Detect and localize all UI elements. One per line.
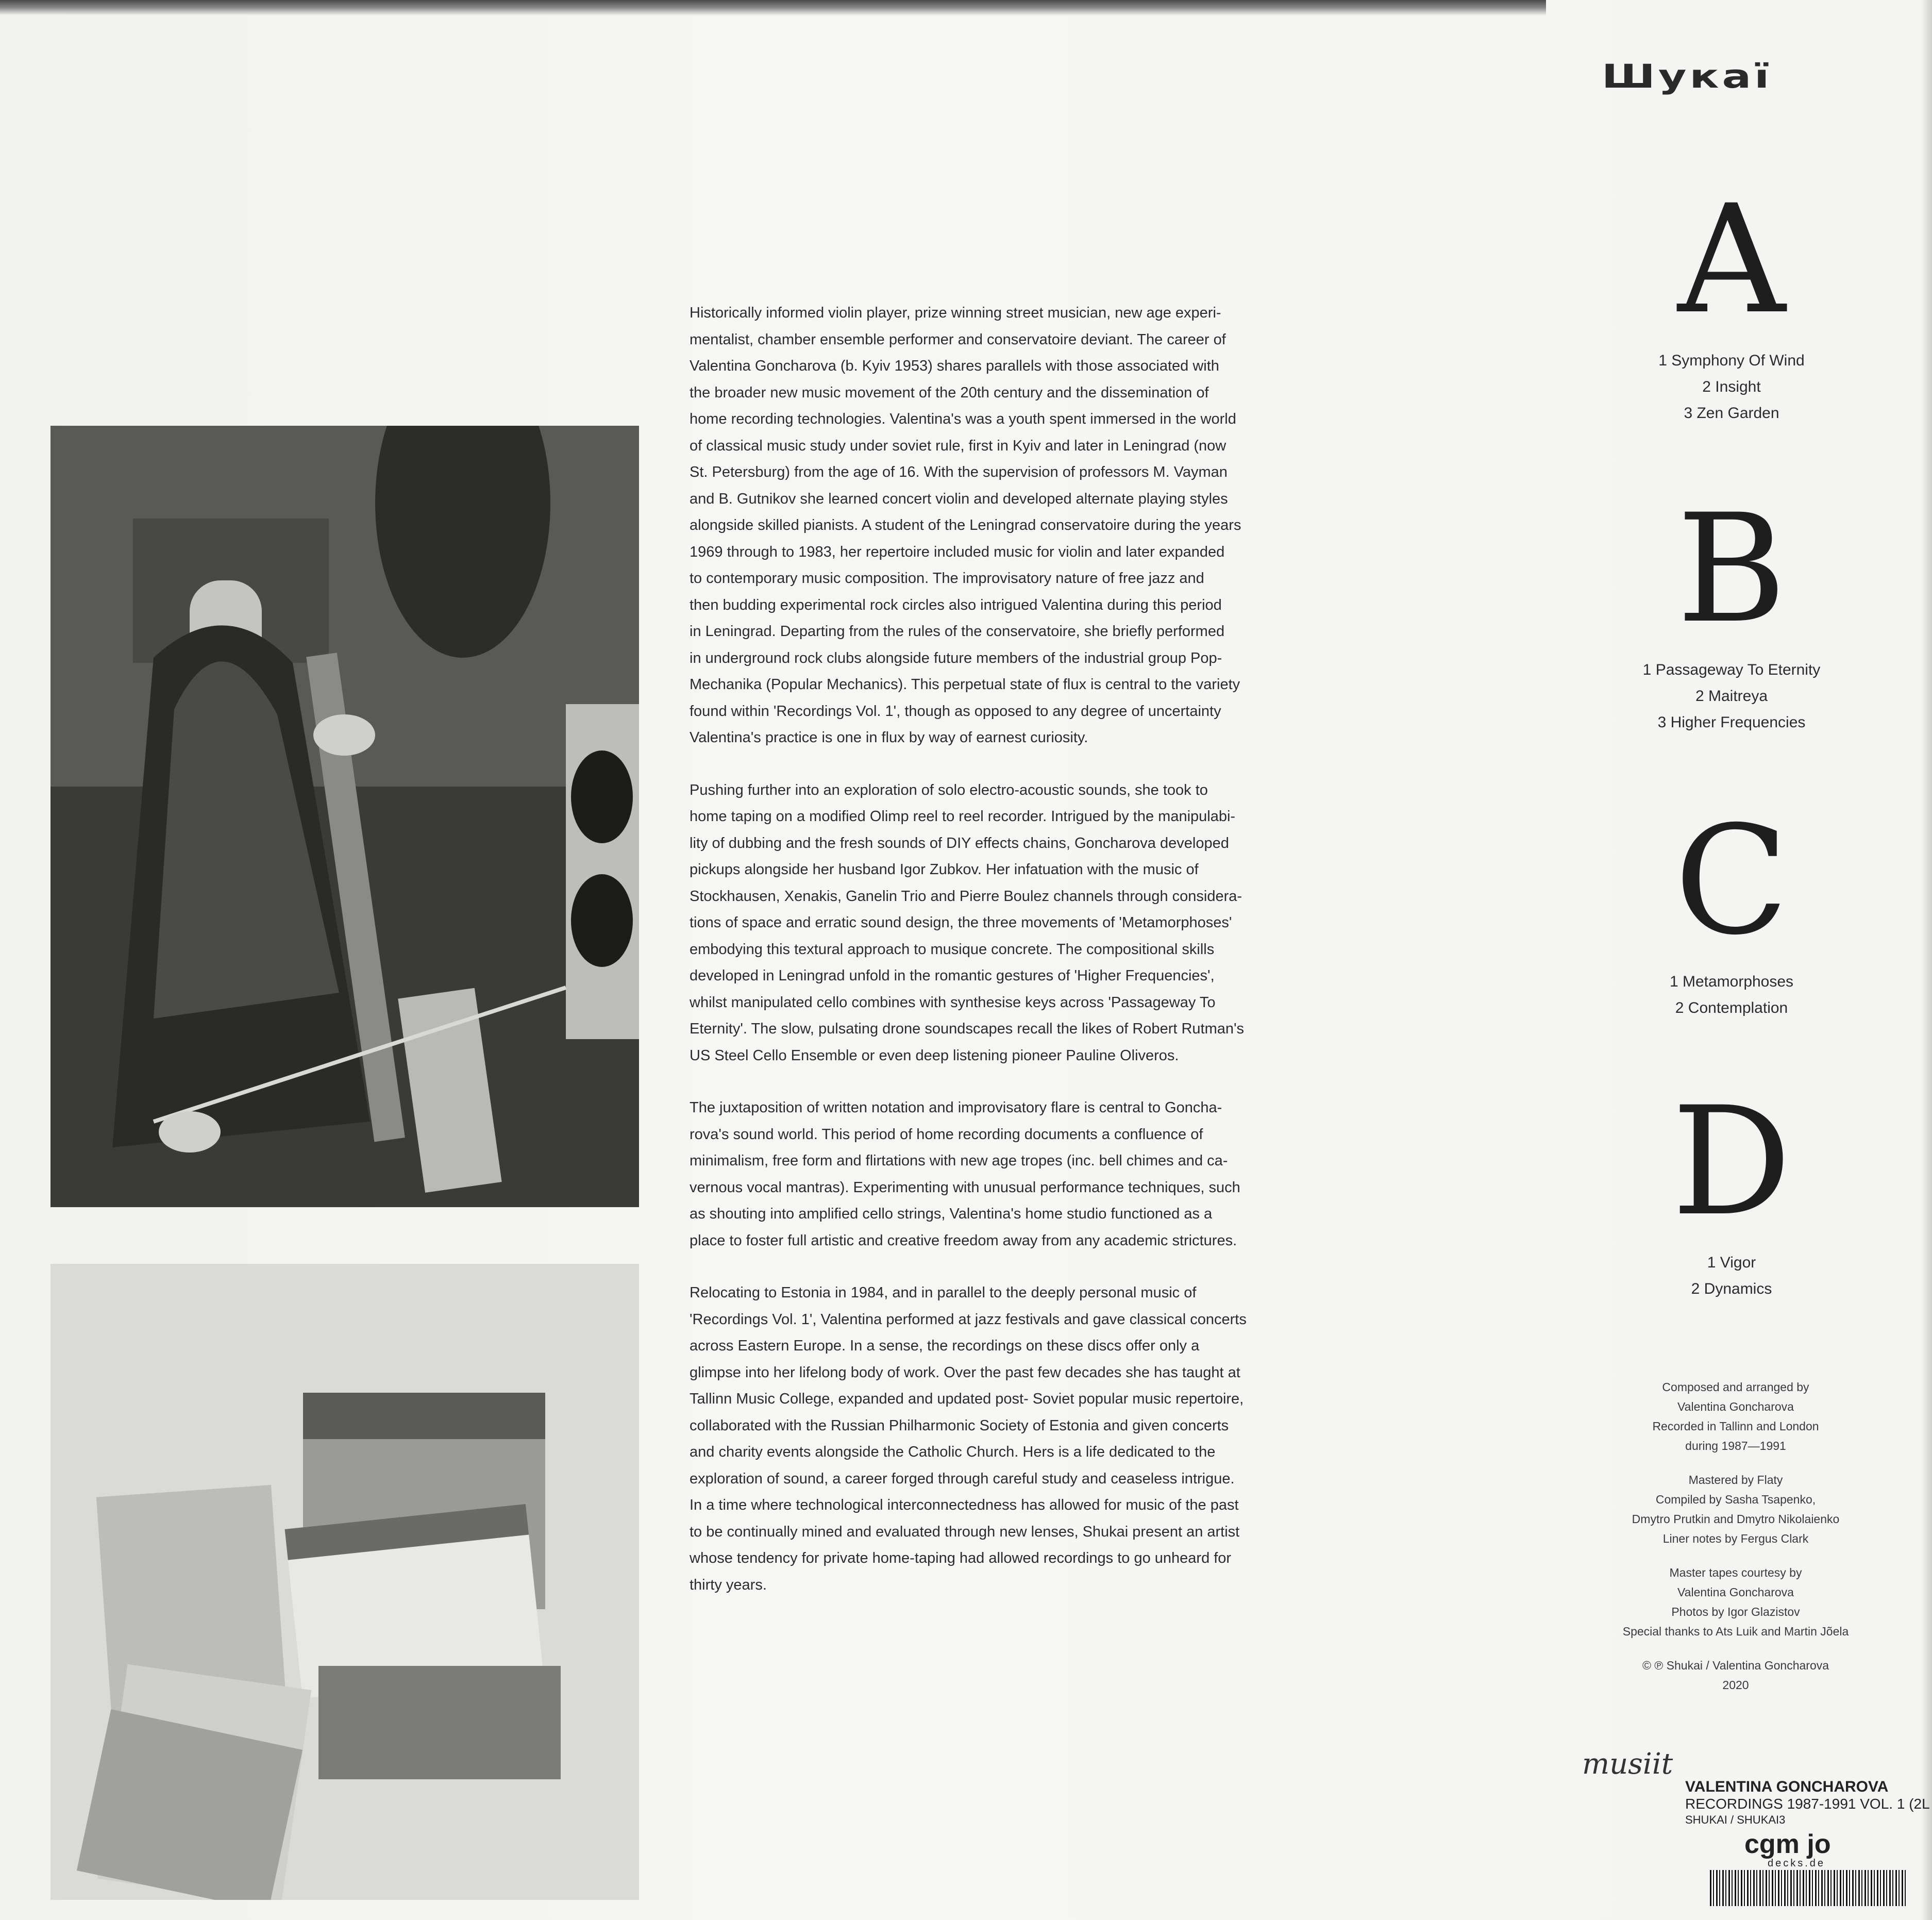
side-b: [1623, 482, 1840, 736]
sticker-artist: VALENTINA GONCHAROVA: [1685, 1778, 1889, 1795]
tape-boxes-illustration: [51, 1264, 639, 1900]
side-letter-c: C: [1674, 794, 1789, 968]
liner-notes-paragraph: The juxtaposition of written notation and improvisatory flare is central to Goncha- rova's sound world. This period of home recording documents a confluence of minimalism, free form and flirtations with new age tropes (inc. bell chimes and ca- vernous vocal mantras). Experimenting with unusual performance techniques, such as shouting into amplified cello strings, Valentina's home studio functioned as a place to foster full artistic and creative freedom away from any academic strictures.: [690, 1099, 1240, 1249]
credit-line: Dmytro Prutkin and Dmytro Nikolaienko: [1632, 1512, 1840, 1526]
track-item: 1 Vigor: [1707, 1254, 1756, 1271]
credit-line: Master tapes courtesy by: [1669, 1566, 1802, 1579]
credit-line: Recorded in Tallinn and London: [1652, 1420, 1819, 1433]
track-item: 2 Contemplation: [1675, 999, 1788, 1016]
track-item: 1 Symphony Of Wind: [1658, 352, 1805, 369]
sticker-catalog: SHUKAI / SHUKAI3: [1685, 1813, 1786, 1826]
shukai-logo: Шукаї: [1602, 57, 1773, 95]
credit-line: during 1987—1991: [1685, 1439, 1786, 1452]
credit-line: Composed and arranged by: [1662, 1380, 1809, 1394]
sleeve-right-edge: [1921, 0, 1932, 1920]
shop-sticker: [1577, 1742, 1930, 1912]
copyright-line: © ℗ Shukai / Valentina Goncharova: [1642, 1659, 1829, 1672]
side-letter-b: B: [1676, 482, 1787, 656]
credit-line: Liner notes by Fergus Clark: [1662, 1532, 1809, 1545]
credits: [1602, 1377, 1870, 1709]
credits-group: [1602, 1563, 1870, 1641]
barcode: [1710, 1870, 1906, 1906]
side-c: [1623, 794, 1840, 1021]
credits-group: [1602, 1470, 1870, 1548]
track-item: 3 Zen Garden: [1684, 405, 1779, 422]
liner-notes-paragraph: Historically informed violin player, prize winning street musician, new age experi- mentalist, chamber ensemble performer and conservatoire deviant. The career of Valentina Goncharova (b. Kyiv 1953) shares parallels with those associated with the broader new music movement of the 20th century and the dissemination of home recording technologies. Valentina's was a youth spent immersed in the world of classical music study under soviet rule, first in Kyiv and later in Leningrad (now St. Petersburg) from the age of 16. With the supervision of professors M. Vayman and B. Gutnikov she learned concert violin and developed alternate playing styles alongside skilled pianists. A student of the Leningrad conservatoire during the years 1969 through to 1983, her repertoire included music for violin and later expanded to contemporary music composition. The improvisatory nature of free jazz and then budding experimental rock circles also intrigued Valentina during this period in Leningrad. Departing from the rules of the conservatoire, she briefly performed in underground rock clubs alongside future members of the industrial group Pop- Mechanika (Popular Mechanics). This perpetual state of flux is central to the variety found within 'Recordings Vol. 1', though as opposed to any degree of uncertainty Valentina's practice is one in flux by way of earnest curiosity.: [690, 305, 1241, 746]
side-letter-a: A: [1677, 173, 1786, 347]
liner-notes: [690, 300, 1282, 1624]
credit-line: Valentina Goncharova: [1677, 1400, 1794, 1413]
side-a: [1623, 173, 1840, 426]
side-d: [1623, 1075, 1840, 1302]
copyright-year: 2020: [1722, 1678, 1749, 1692]
liner-notes-paragraph: Pushing further into an exploration of solo electro-acoustic sounds, she took to home taping on a modified Olimp reel to reel recorder. Intrigued by the manipulabi- lity of dubbing and the fresh sounds of DIY effects chains, Goncharova developed pickups alongside her husband Igor Zubkov. Her infatuation with the music of Stockhausen, Xenakis, Ganelin Trio and Pierre Boulez channels through considera- tions of space and erratic sound design, the three movements of 'Metamorphoses' embodying this textural approach to musique concrete. The compositional skills developed in Leningrad unfold in the romantic gestures of 'Higher Frequencies', whilst manipulated cello combines with synthesise keys across 'Passageway To Eternity'. The slow, pulsating drone soundscapes recall the likes of Robert Rutman's US Steel Cello Ensemble or even deep listening pioneer Pauline Oliveros.: [690, 781, 1245, 1064]
credit-line: Photos by Igor Glazistov: [1671, 1605, 1800, 1618]
handwritten-mark: musiit: [1582, 1747, 1673, 1781]
shop-domain: decks.de: [1768, 1858, 1826, 1869]
side-letter-d: D: [1671, 1075, 1792, 1249]
shop-name: cgm jo: [1744, 1829, 1831, 1859]
track-item: 3 Higher Frequencies: [1657, 714, 1806, 731]
credit-line: Valentina Goncharova: [1677, 1585, 1794, 1599]
liner-notes-paragraph: Relocating to Estonia in 1984, and in parallel to the deeply personal music of 'Recordings Vol. 1', Valentina performed at jazz festivals and gave classical concerts across Eastern Europe. In a sense, the recordings on these discs offer only a glimpse into her lifelong body of work. Over the past few decades she has taught at Tallinn Music College, expanded and updated post- Soviet popular music repertoire, collaborated with the Russian Philharmonic Society of Estonia and given concerts and charity events alongside the Catholic Church. Hers is a life dedicated to the exploration of sound, a career forged through careful study and ceaseless intrigue. In a time where technological interconnectedness has allowed for music of the past to be continually mined and evaluated through new lenses, Shukai present an artist whose tendency for private home-taping had allowed recordings to go unheard for thirty years.: [690, 1284, 1247, 1593]
track-item: 1 Passageway To Eternity: [1642, 661, 1821, 678]
credit-line: Compiled by Sasha Tsapenko,: [1655, 1493, 1816, 1506]
track-item: 2 Insight: [1702, 378, 1761, 395]
track-item: 1 Metamorphoses: [1669, 973, 1794, 990]
sleeve-top-edge: [0, 0, 1546, 15]
tape-boxes-photo: [51, 1264, 639, 1900]
sticker-title: RECORDINGS 1987-1991 VOL. 1 (2L: [1685, 1796, 1930, 1812]
track-item: 2 Dynamics: [1691, 1280, 1772, 1297]
track-item: 2 Maitreya: [1695, 688, 1768, 705]
portrait-photo: [51, 426, 639, 1207]
credit-line: Special thanks to Ats Luik and Martin Jõela: [1622, 1625, 1849, 1638]
credits-group: [1602, 1377, 1870, 1456]
credit-line: Mastered by Flaty: [1688, 1473, 1783, 1487]
credits-group: [1602, 1656, 1870, 1695]
portrait-illustration: [51, 426, 639, 1207]
